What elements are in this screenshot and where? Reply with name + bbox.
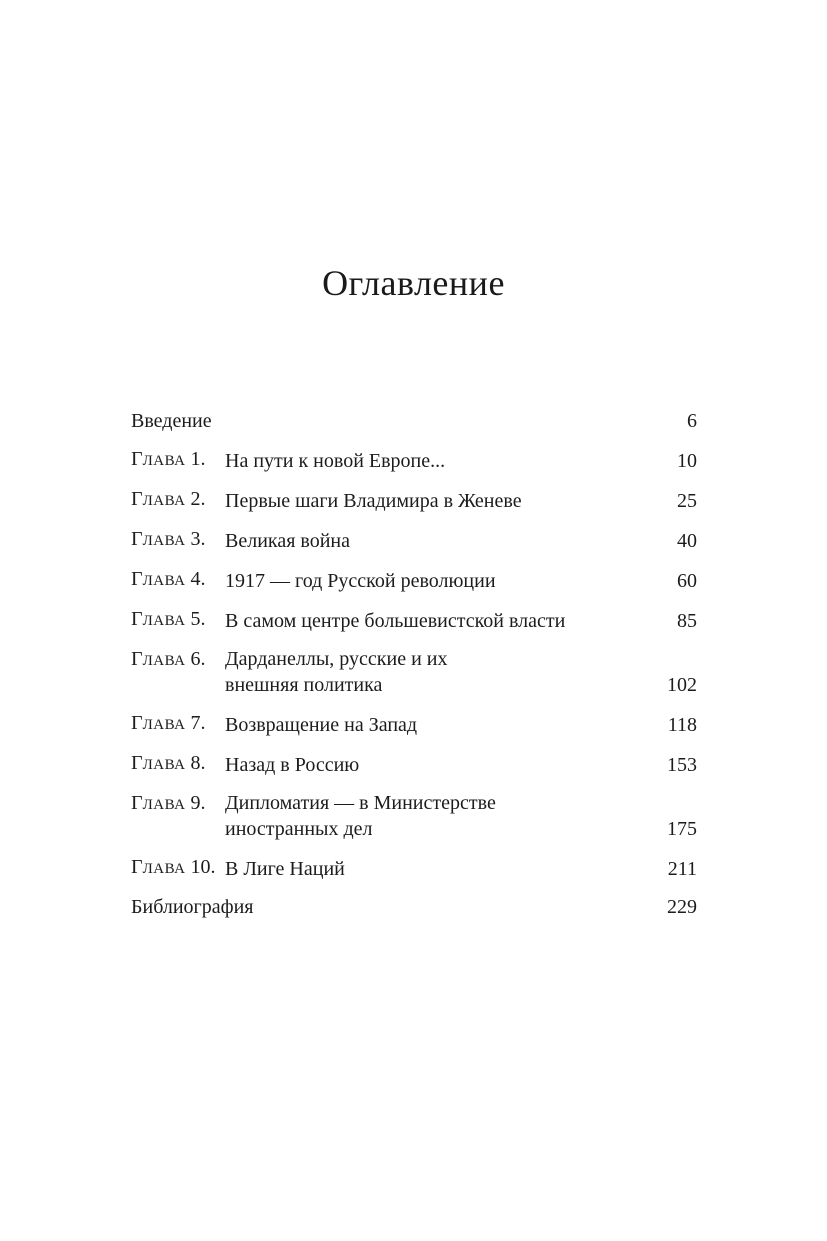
chapter-label: ГЛАВА 2. <box>131 488 206 510</box>
chapter-label: ГЛАВА 7. <box>131 712 206 734</box>
toc-entry-chapter-2[interactable] <box>131 486 697 514</box>
toc-entry-page: 40 <box>677 530 697 552</box>
toc-entry-chapter-4[interactable] <box>131 566 697 594</box>
toc-entry-page: 211 <box>667 858 697 880</box>
chapter-label: ГЛАВА 5. <box>131 608 206 630</box>
toc-entry-page: 6 <box>687 410 697 432</box>
toc-entry-title: Введение <box>131 410 212 432</box>
toc-entry-introduction[interactable] <box>131 408 697 434</box>
toc-entry-page: 60 <box>677 570 697 592</box>
toc-entry-title: Первые шаги Владимира в Женеве <box>225 490 522 512</box>
chapter-label: ГЛАВА 10. <box>131 856 216 878</box>
toc-entry-title: Назад в Россию <box>225 754 360 776</box>
toc-entry-page: 85 <box>677 610 697 632</box>
toc-entry-page: 25 <box>677 490 697 512</box>
toc-entry-title: В Лиге Наций <box>225 858 345 880</box>
toc-entry-title: Дарданеллы, русские и их внешняя политика <box>225 648 448 696</box>
toc-entry-bibliography[interactable] <box>131 894 697 920</box>
chapter-label: ГЛАВА 4. <box>131 568 206 590</box>
table-of-contents <box>131 408 697 920</box>
toc-entry-page: 153 <box>667 754 697 776</box>
toc-entry-chapter-5[interactable] <box>131 606 697 634</box>
chapter-label: ГЛАВА 8. <box>131 752 206 774</box>
chapter-label: ГЛАВА 3. <box>131 528 206 550</box>
toc-entry-chapter-6[interactable] <box>131 646 697 698</box>
toc-entry-chapter-1[interactable] <box>131 446 697 474</box>
chapter-label: ГЛАВА 1. <box>131 448 206 470</box>
toc-entry-title: В самом центре большевистской власти <box>225 610 566 632</box>
toc-entry-chapter-9[interactable] <box>131 790 697 842</box>
toc-entry-title: На пути к новой Европе... <box>225 450 446 472</box>
chapter-label: ГЛАВА 9. <box>131 792 206 814</box>
toc-entry-page: 102 <box>667 674 697 696</box>
chapter-label: ГЛАВА 6. <box>131 648 206 670</box>
toc-entry-title: Возвращение на Запад <box>225 714 418 736</box>
toc-entry-chapter-10[interactable] <box>131 854 697 882</box>
toc-entry-chapter-3[interactable] <box>131 526 697 554</box>
toc-entry-page: 118 <box>667 714 697 736</box>
toc-entry-page: 175 <box>667 818 697 840</box>
toc-entry-title: Библиография <box>131 896 254 918</box>
toc-entry-title: Дипломатия — в Министерстве иностранных дел <box>225 792 496 840</box>
toc-entry-chapter-8[interactable] <box>131 750 697 778</box>
page-title: Оглавление <box>322 263 505 303</box>
toc-entry-chapter-7[interactable] <box>131 710 697 738</box>
toc-entry-title: 1917 — год Русской революции <box>225 570 496 592</box>
toc-entry-page: 10 <box>677 450 697 472</box>
toc-entry-page: 229 <box>667 896 697 918</box>
toc-entry-title: Великая война <box>225 530 350 552</box>
